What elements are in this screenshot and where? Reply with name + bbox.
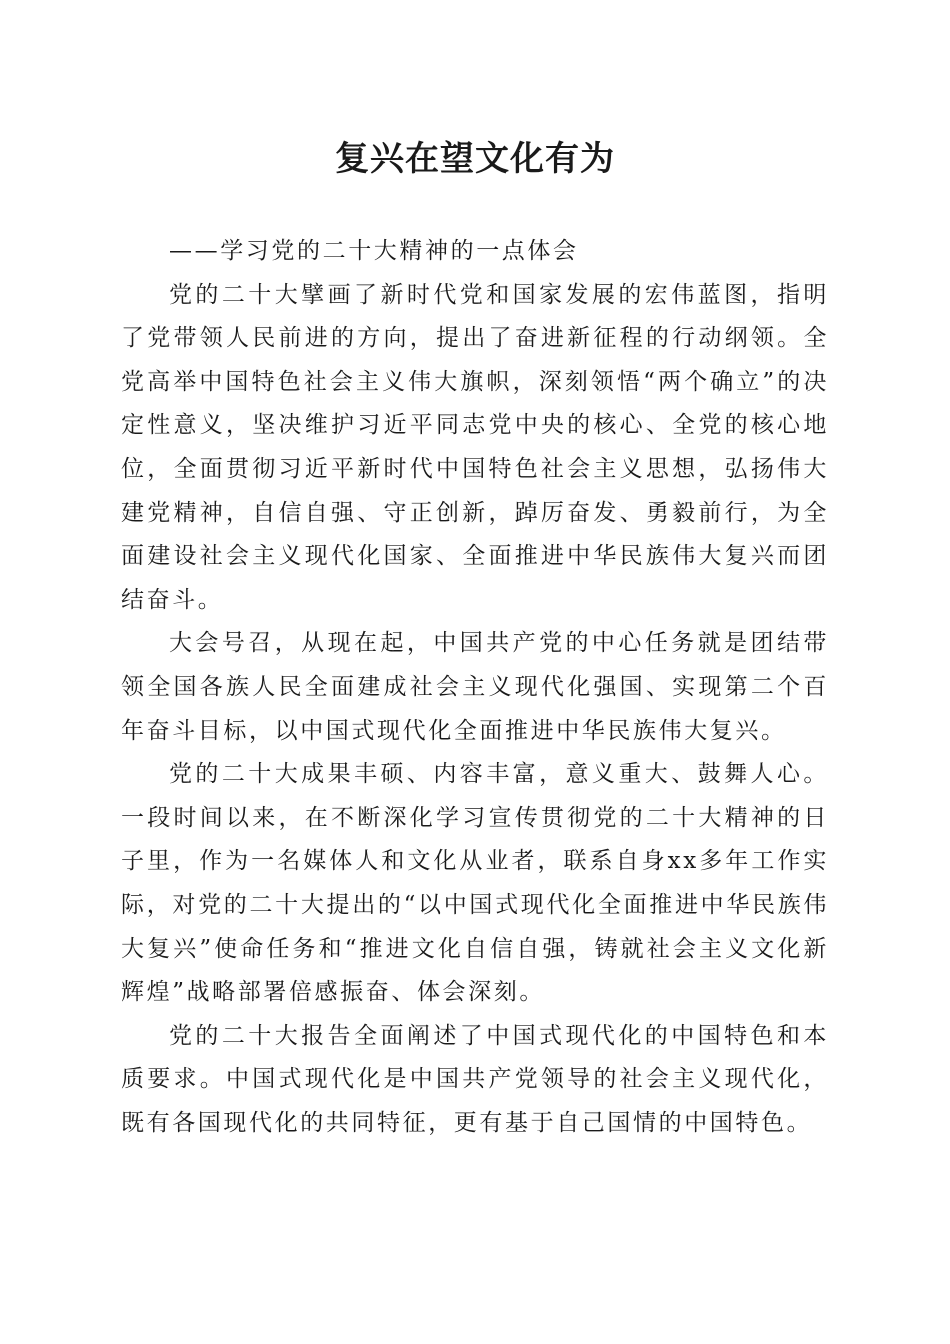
document-body bbox=[121, 230, 829, 1145]
body-paragraph: 党的二十大擘画了新时代党和国家发展的宏伟蓝图，指明了党带领人民前进的方向，提出了奋进新征程的行动纲领。全党高举中国特色社会主义伟大旗帜，深刻领悟“两个确立”的决定性意义，坚决维护习近平同志党中央的核心、全党的核心地位，全面贯彻习近平新时代中国特色社会主义思想，弘扬伟大建党精神，自信自强、守正创新，踔厉奋发、勇毅前行，为全面建设社会主义现代化国家、全面推进中华民族伟大复兴而团结奋斗。 bbox=[121, 281, 829, 613]
body-paragraph: 党的二十大报告全面阐述了中国式现代化的中国特色和本质要求。中国式现代化是中国共产党领导的社会主义现代化，既有各国现代化的共同特征，更有基于自己国情的中国特色。 bbox=[121, 1022, 829, 1136]
body-paragraph: 大会号召，从现在起，中国共产党的中心任务就是团结带领全国各族人民全面建成社会主义现代化强国、实现第二个百年奋斗目标，以中国式现代化全面推进中华民族伟大复兴。 bbox=[121, 630, 829, 744]
document-title: 复兴在望文化有为 bbox=[335, 139, 615, 179]
document-subtitle: ——学习党的二十大精神的一点体会 bbox=[169, 238, 579, 264]
body-paragraph: 党的二十大成果丰硕、内容丰富，意义重大、鼓舞人心。一段时间以来，在不断深化学习宣传贯彻党的二十大精神的日子里，作为一名媒体人和文化从业者，联系自身xx多年工作实际，对党的二十大提出的“以中国式现代化全面推进中华民族伟大复兴”使命任务和“推进文化自信自强，铸就社会主义文化新辉煌”战略部署倍感振奋、体会深刻。 bbox=[121, 761, 829, 1006]
